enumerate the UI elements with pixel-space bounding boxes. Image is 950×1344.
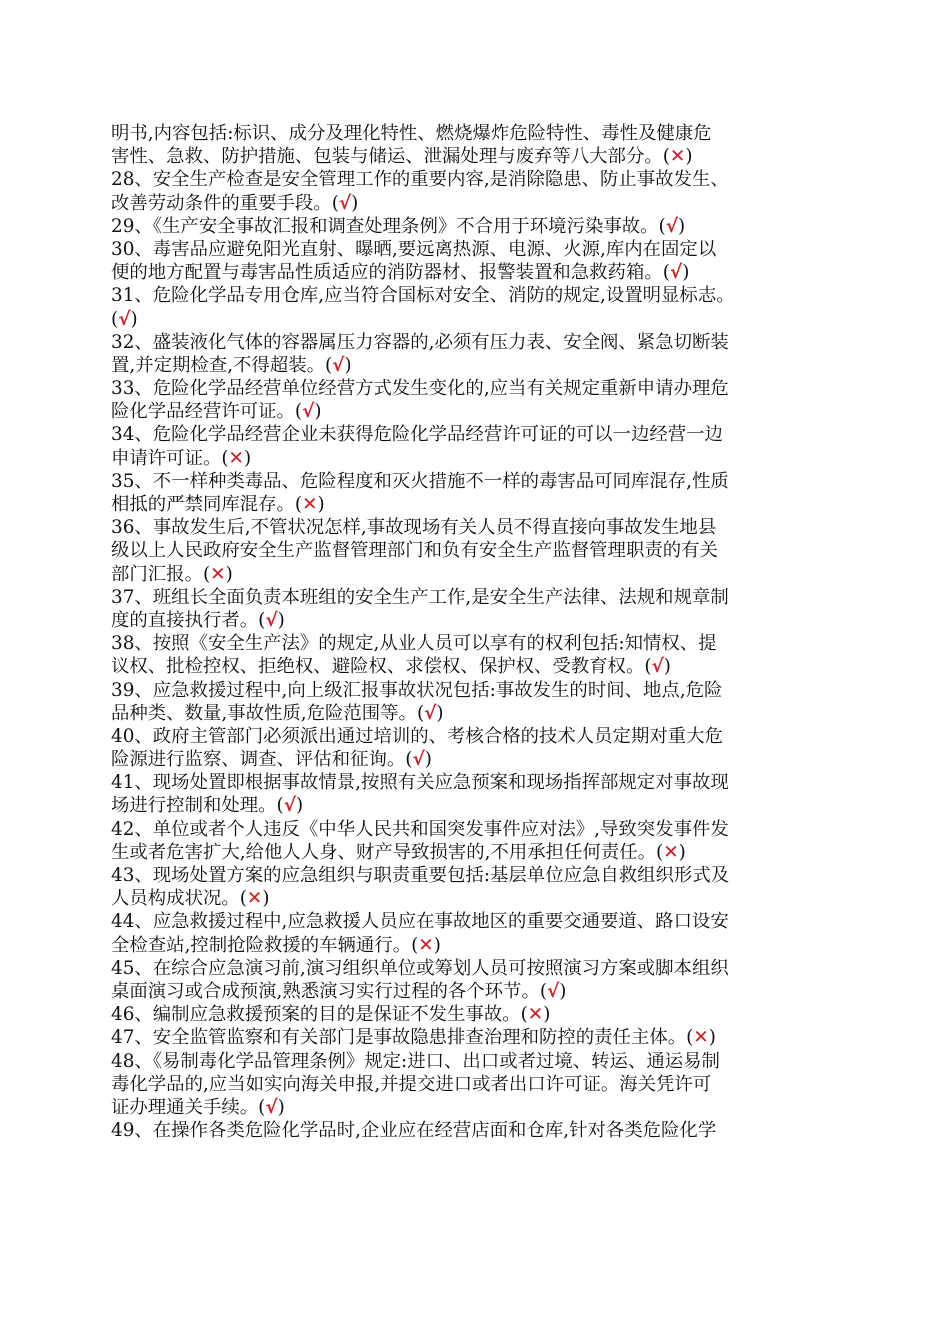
- text-line: [111, 377, 876, 400]
- text-line: [111, 447, 876, 470]
- line-text: 47、安全监管监察和有关部门是事故隐患排查治理和防控的责任主体。(: [111, 1027, 694, 1049]
- line-text: 级以上人民政府安全生产监督管理部门和负有安全生产监督管理职责的有关: [111, 540, 718, 562]
- cross-mark-icon: ✕: [418, 934, 434, 956]
- document-body: [111, 122, 876, 1142]
- closing-paren: ): [436, 702, 444, 724]
- text-line: [111, 354, 876, 377]
- cross-mark-icon: ✕: [210, 563, 226, 585]
- text-line: [111, 702, 876, 725]
- closing-paren: ): [424, 749, 432, 771]
- line-text: 33、危险化学品经营单位经营方式发生变化的,应当有关规定重新申请办理危: [111, 378, 729, 400]
- check-mark-icon: √: [118, 308, 131, 330]
- closing-paren: ): [682, 262, 690, 284]
- text-line: [111, 771, 876, 794]
- text-line: [111, 655, 876, 678]
- text-line: [111, 794, 876, 817]
- line-text: 品种类、数量,事故性质,危险范围等。(: [111, 702, 425, 724]
- check-mark-icon: √: [665, 215, 678, 237]
- cross-mark-icon: ✕: [663, 841, 679, 863]
- closing-paren: ): [344, 354, 352, 376]
- cross-mark-icon: ✕: [246, 888, 263, 910]
- text-line: [111, 1073, 876, 1096]
- text-line: [111, 1119, 876, 1142]
- line-text: 人员构成状况。(: [111, 888, 247, 910]
- check-mark-icon: √: [332, 354, 345, 376]
- check-mark-icon: √: [412, 749, 425, 771]
- closing-paren: ): [317, 494, 325, 515]
- line-text: 31、危险化学品专用仓库,应当符合国标对安全、消防的规定,设置明显标志。: [111, 285, 735, 307]
- cross-mark-icon: ✕: [693, 1027, 709, 1049]
- line-text: 度的直接执行者。(: [111, 609, 266, 631]
- line-text: 险源进行监察、调查、评估和征询。(: [111, 749, 413, 771]
- text-line: [111, 563, 876, 586]
- closing-paren: ): [559, 980, 567, 1002]
- line-text: 证办理通关手续。(: [111, 1096, 266, 1118]
- closing-paren: ): [262, 888, 270, 910]
- line-text: 议权、批检控权、拒绝权、避险权、求偿权、保护权、受教育权。(: [111, 656, 652, 678]
- text-line: [111, 864, 876, 887]
- check-mark-icon: √: [302, 401, 315, 423]
- text-line: [111, 400, 876, 423]
- text-line: [111, 841, 876, 864]
- closing-paren: ): [708, 1027, 716, 1049]
- closing-paren: ): [225, 563, 233, 585]
- text-line: [111, 238, 876, 261]
- check-mark-icon: √: [651, 656, 664, 678]
- text-line: [111, 887, 876, 910]
- line-text: 44、应急救援过程中,应急救援人员应在事故地区的重要交通要道、路口设安: [111, 911, 729, 933]
- text-line: [111, 1026, 876, 1049]
- closing-paren: ): [663, 656, 671, 678]
- line-text: 46、编制应急救援预案的目的是保证不发生事故。(: [111, 1004, 528, 1026]
- line-text: 改善劳动条件的重要手段。(: [111, 192, 339, 214]
- text-line: [111, 1050, 876, 1073]
- text-line: [111, 609, 876, 632]
- closing-paren: ): [314, 401, 322, 423]
- line-text: 49、在操作各类危险化学品时,企业应在经营店面和仓库,针对各类危险化学: [111, 1120, 717, 1142]
- closing-paren: ): [678, 841, 686, 863]
- text-line: [111, 725, 876, 748]
- check-mark-icon: √: [265, 609, 278, 631]
- check-mark-icon: √: [283, 795, 296, 817]
- line-text: 43、现场处置方案的应急组织与职责重要包括:基层单位应急自救组织形式及: [111, 865, 730, 886]
- text-line: [111, 516, 876, 539]
- text-line: [111, 748, 876, 771]
- line-text: 35、不一样种类毒品、危险程度和灭火措施不一样的毒害品可同库混存,性质: [111, 470, 729, 492]
- closing-paren: ): [678, 215, 686, 237]
- line-text: 害性、急救、防护措施、包装与储运、泄漏处理与废弃等八大部分。(: [111, 146, 670, 168]
- text-line: [111, 493, 876, 516]
- line-text: 39、应急救援过程中,向上级汇报事故状况包括:事故发生的时间、地点,危险: [111, 679, 723, 701]
- text-line: [111, 539, 876, 562]
- closing-paren: ): [277, 609, 285, 631]
- line-text: 41、现场处置即根据事故情景,按照有关应急预案和现场指挥部规定对事故现: [111, 772, 729, 794]
- cross-mark-icon: ✕: [669, 146, 686, 168]
- line-text: 48、《易制毒化学品管理条例》规定:进口、出口或者过境、转运、通运易制: [111, 1050, 720, 1072]
- line-text: 全检查站,控制抢险救援的车辆通行。(: [111, 934, 419, 956]
- line-text: 置,并定期检查,不得超装。(: [111, 354, 333, 376]
- text-line: [111, 1096, 876, 1119]
- text-line: [111, 145, 876, 168]
- line-text: 30、毒害品应避免阳光直射、曝晒,要远离热源、电源、火源,库内在固定以: [111, 238, 717, 260]
- text-line: [111, 168, 876, 191]
- check-mark-icon: √: [265, 1096, 278, 1118]
- text-line: [111, 1003, 876, 1026]
- closing-paren: ): [243, 447, 252, 469]
- closing-paren: ): [543, 1004, 551, 1026]
- line-text: 险化学品经营许可证。(: [111, 401, 303, 423]
- text-line: [111, 470, 876, 493]
- text-line: [111, 331, 876, 354]
- check-mark-icon: √: [669, 262, 683, 284]
- line-text: 32、盛装液化气体的容器属压力容器的,必须有压力表、安全阀、紧急切断装: [111, 331, 729, 353]
- line-text: 42、单位或者个人违反《中华人民共和国突发事件应对法》,导致突发事件发: [111, 818, 729, 840]
- closing-paren: ): [277, 1096, 285, 1118]
- line-text: 明书,内容包括:标识、成分及理化特性、燃烧爆炸危险特性、毒性及健康危: [111, 123, 712, 144]
- text-line: [111, 980, 876, 1003]
- line-text: 毒化学品的,应当如实向海关申报,并提交进口或者出口许可证。海关凭许可: [111, 1073, 712, 1095]
- text-line: [111, 632, 876, 655]
- line-text: 部门汇报。(: [111, 563, 211, 585]
- line-text: 36、事故发生后,不管状况怎样,事故现场有关人员不得直接向事故发生地县: [111, 517, 717, 539]
- check-mark-icon: √: [547, 980, 560, 1002]
- text-line: [111, 284, 876, 307]
- line-text: 38、按照《安全生产法》的规定,从业人员可以享有的权利包括:知情权、提: [111, 633, 717, 655]
- text-line: [111, 192, 876, 215]
- closing-paren: ): [351, 192, 359, 214]
- line-text: 相抵的严禁同库混存。(: [111, 494, 303, 515]
- check-mark-icon: √: [424, 702, 437, 724]
- closing-paren: ): [295, 795, 304, 817]
- text-line: [111, 934, 876, 957]
- text-line: [111, 215, 876, 238]
- closing-paren: ): [433, 934, 441, 956]
- text-line: [111, 818, 876, 841]
- line-text: 桌面演习或合成预演,熟悉演习实行过程的各个环节。(: [111, 980, 548, 1002]
- text-line: [111, 910, 876, 933]
- text-line: [111, 308, 876, 331]
- line-text: 场进行控制和处理。(: [111, 795, 284, 817]
- line-text: 45、在综合应急演习前,演习组织单位或筹划人员可按照演习方案或脚本组织: [111, 957, 729, 979]
- line-text: 29、《生产安全事故汇报和调查处理条例》不合用于环境污染事故。(: [111, 215, 666, 237]
- closing-paren: ): [685, 146, 693, 168]
- line-text: (: [111, 308, 119, 330]
- text-line: [111, 122, 876, 145]
- cross-mark-icon: ✕: [302, 494, 318, 515]
- line-text: 便的地方配置与毒害品性质适应的消防器材、报警装置和急救药箱。(: [111, 262, 670, 284]
- line-text: 34、危险化学品经营企业未获得危险化学品经营许可证的可以一边经营一边: [111, 424, 723, 446]
- text-line: [111, 957, 876, 980]
- line-text: 申请许可证。(: [111, 447, 229, 469]
- line-text: 37、班组长全面负责本班组的安全生产工作,是安全生产法律、法规和规章制: [111, 586, 729, 608]
- text-line: [111, 261, 876, 284]
- cross-mark-icon: ✕: [228, 447, 244, 469]
- text-line: [111, 679, 876, 702]
- text-line: [111, 423, 876, 446]
- cross-mark-icon: ✕: [527, 1004, 544, 1026]
- text-line: [111, 586, 876, 609]
- line-text: 28、安全生产检查是安全管理工作的重要内容,是消除隐患、防止事故发生、: [111, 169, 729, 191]
- closing-paren: ): [130, 308, 138, 330]
- line-text: 生或者危害扩大,给他人人身、财产导致损害的,不用承担任何责任。(: [111, 841, 664, 863]
- check-mark-icon: √: [338, 192, 352, 214]
- line-text: 40、政府主管部门必须派出通过培训的、考核合格的技术人员定期对重大危: [111, 725, 723, 747]
